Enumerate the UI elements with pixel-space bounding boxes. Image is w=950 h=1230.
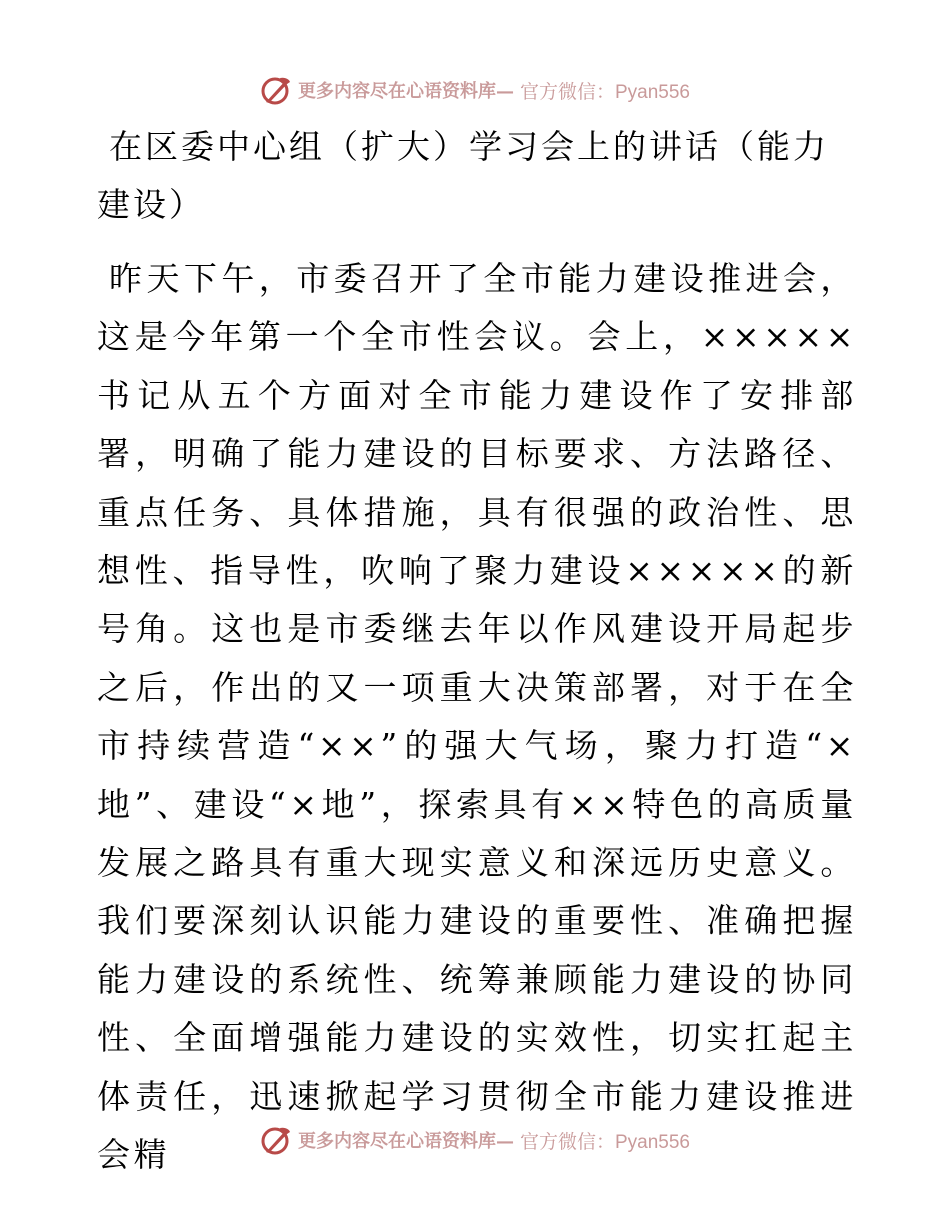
header-watermark (0, 72, 950, 108)
document-paragraph: 昨天下午，市委召开了全市能力建设推进会，这是今年第一个全市性会议。会上，×××××书记从五个方面对全市能力建设作了安排部署，明确了能力建设的目标要求、方法路径、重点任务、具体措施，具有很强的政治性、思想性、指导性，吹响了聚力建设×××××的新号角。这也是市委继去年以作风建设开局起步之后，作出的又一项重大决策部署，对于在全市持续营造“××”的强大气场，聚力打造“×地”、建设“×地”，探索具有××特色的高质量发展之路具有重大现实意义和深远历史意义。我们要深刻认识能力建设的重要性、准确把握能力建设的系统性、统筹兼顾能力建设的协同性、全面增强能力建设的实效性，切实扛起主体责任，迅速掀起学习贯彻全市能力建设推进会精 (97, 259, 857, 1175)
watermark-contact: 官方微信：Pyan556 (519, 81, 690, 103)
quill-logo-icon (260, 74, 292, 106)
watermark-text: 更多内容尽在心语资料库— (297, 1131, 514, 1152)
watermark-contact: 官方微信：Pyan556 (519, 1131, 690, 1153)
watermark-text: 更多内容尽在心语资料库— (297, 81, 514, 102)
quill-logo-icon (260, 1124, 292, 1156)
footer-watermark (0, 1122, 950, 1158)
document-title: 在区委中心组（扩大）学习会上的讲话（能力建设） (97, 127, 829, 224)
